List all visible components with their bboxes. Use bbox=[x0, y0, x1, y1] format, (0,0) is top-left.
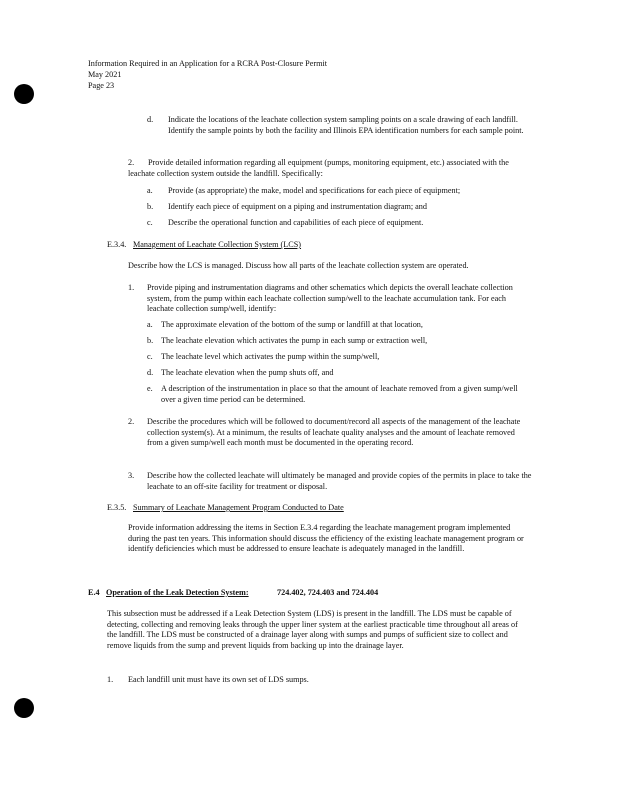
item-text: Indicate the locations of the leachate collection system sampling points on a scale drawing of each landfill. Identify the sample points by both the facility and Illinois EPA identification numbers for each sample point. bbox=[168, 115, 524, 135]
section-number: E.4 bbox=[88, 588, 100, 597]
sub-text: A description of the instrumentation in place so that the amount of leachate removed from a given sump/well over a given time period can be determined. bbox=[161, 384, 518, 404]
sub-text: Identify each piece of equipment on a piping and instrumentation diagram; and bbox=[168, 202, 427, 211]
sub-label: c. bbox=[147, 218, 153, 227]
sub-text: The leachate level which activates the pump within the sump/well, bbox=[161, 352, 380, 361]
sub-text: Describe the operational function and capabilities of each piece of equipment. bbox=[168, 218, 424, 227]
section-title: Operation of the Leak Detection System: bbox=[106, 588, 249, 597]
binder-hole-bottom bbox=[14, 698, 34, 718]
sub-label: a. bbox=[147, 320, 153, 329]
sub-label: c. bbox=[147, 352, 153, 361]
item-text: Provide piping and instrumentation diagrams and other schematics which depicts the overall leachate collection system, from the pump within each leachate collection sump/well to the leachate accumulation tank. For each leachate collection sump/well, identify: bbox=[147, 283, 513, 314]
item-text: Provide detailed information regarding all equipment (pumps, monitoring equipment, etc.) associated with the leachate collection system outside the landfill. Specifically: bbox=[128, 158, 509, 178]
item-number: 2. bbox=[128, 158, 135, 167]
item-text: Each landfill unit must have its own set of LDS sumps. bbox=[128, 675, 309, 684]
item-text: Describe the procedures which will be followed to document/record all aspects of the management of the leachate collection system(s). At a minimum, the results of leachate quality analyses and the amount of leachate removed from a given sump/well each month must be documented in the operating record. bbox=[147, 417, 521, 448]
header-page-number: Page 23 bbox=[88, 81, 115, 90]
section-text: Provide information addressing the items in Section E.3.4 regarding the leachate management program implemented during the past ten years. This information should discuss the efficiency of the existing leachate management program or identify deficiencies which must be addressed to ensure leachate is adequately managed in the landfill. bbox=[128, 523, 524, 554]
sub-text: The leachate elevation when the pump shuts off, and bbox=[161, 368, 334, 377]
sub-text: Provide (as appropriate) the make, model and specifications for each piece of equipment; bbox=[168, 186, 461, 195]
sub-label: b. bbox=[147, 202, 154, 211]
sub-text: The leachate elevation which activates the pump in each sump or extraction well, bbox=[161, 336, 428, 345]
section-title: Summary of Leachate Management Program Conducted to Date bbox=[133, 503, 344, 512]
section-references: 724.402, 724.403 and 724.404 bbox=[277, 588, 379, 597]
sub-label: b. bbox=[147, 336, 154, 345]
header-title: Information Required in an Application for a RCRA Post-Closure Permit bbox=[88, 59, 327, 68]
header-date: May 2021 bbox=[88, 70, 122, 79]
section-title: Management of Leachate Collection System (LCS) bbox=[133, 240, 302, 249]
binder-hole-top bbox=[14, 84, 34, 104]
section-text: This subsection must be addressed if a Leak Detection System (LDS) is present in the landfill. The LDS must be capable of detecting, collecting and removing leaks through the upper liner system at the earliest practicable time throughout all areas of the landfill. The LDS must be constructed of a drainage layer along with sumps and pumps of sufficient size to collect and remove liquids from the sump and prevent liquids from backing up into the drainage layer. bbox=[107, 609, 518, 650]
item-text: Describe how the collected leachate will ultimately be managed and provide copies of the permits in place to take the leachate to an off-site facility for treatment or disposal. bbox=[147, 471, 532, 491]
section-number: E.3.5. bbox=[107, 503, 127, 512]
sub-label: d. bbox=[147, 368, 154, 377]
item-label: d. bbox=[147, 115, 154, 124]
item-number: 3. bbox=[128, 471, 135, 480]
item-number: 1. bbox=[128, 283, 135, 292]
sub-label: e. bbox=[147, 384, 153, 393]
sub-text: The approximate elevation of the bottom of the sump or landfill at that location, bbox=[161, 320, 423, 329]
sub-label: a. bbox=[147, 186, 153, 195]
item-number: 2. bbox=[128, 417, 135, 426]
section-intro: Describe how the LCS is managed. Discuss how all parts of the leachate collection system are operated. bbox=[128, 261, 469, 270]
item-number: 1. bbox=[107, 675, 114, 684]
section-number: E.3.4. bbox=[107, 240, 127, 249]
